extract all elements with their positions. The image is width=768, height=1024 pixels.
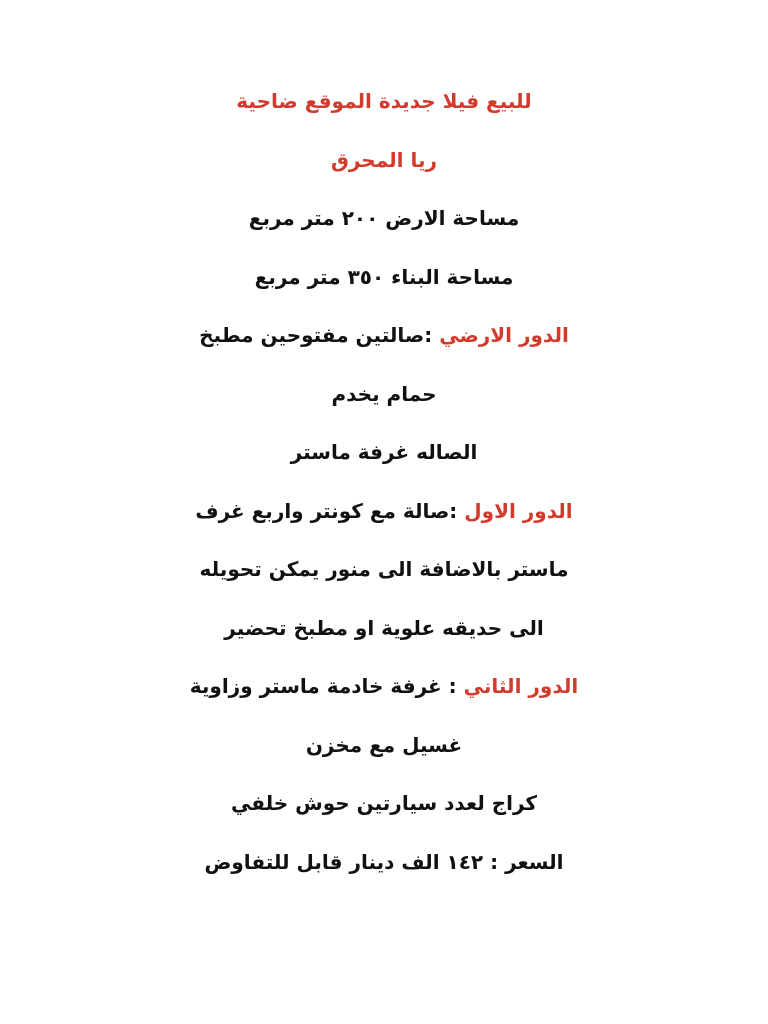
land-area: مساحة الارض ٢٠٠ متر مربع (248, 206, 520, 230)
second-floor-label: الدور الثاني (463, 674, 579, 698)
ground-floor-text: :صالتين مفتوحين مطبخ (199, 323, 433, 347)
second-floor-line-2: غسيل مع مخزن (305, 732, 463, 757)
listing-document (0, 72, 768, 891)
building-area: مساحة البناء ٣٥٠ متر مربع (254, 264, 514, 289)
ground-floor-line (0, 306, 768, 365)
ground-floor-line-2: حمام يخدم (331, 381, 437, 406)
first-floor-label: الدور الاول (464, 498, 573, 523)
first-floor-line-3: الى حديقه علوية او مطبخ تحضير (224, 615, 544, 640)
title-line-1: للبيع فيلا جديدة الموقع ضاحية (236, 89, 532, 113)
first-floor-line (0, 482, 768, 541)
ground-floor-line-3: الصاله غرفة ماستر (290, 440, 478, 464)
title-line-2: ريا المحرق (330, 147, 437, 172)
price-line: السعر : ١٤٢ الف دينار قابل للتفاوض (204, 849, 564, 874)
second-floor-text: : غرفة خادمة ماستر وزاوية (189, 674, 464, 698)
ground-floor-label: الدور الارضي (439, 323, 569, 347)
first-floor-text: :صالة مع كونتر واربع غرف (195, 498, 458, 523)
garage-line: كراج لعدد سيارتين حوش خلفي (230, 791, 538, 815)
second-floor-line (0, 657, 768, 716)
first-floor-line-2: ماستر بالاضافة الى منور يمكن تحويله (199, 557, 569, 581)
